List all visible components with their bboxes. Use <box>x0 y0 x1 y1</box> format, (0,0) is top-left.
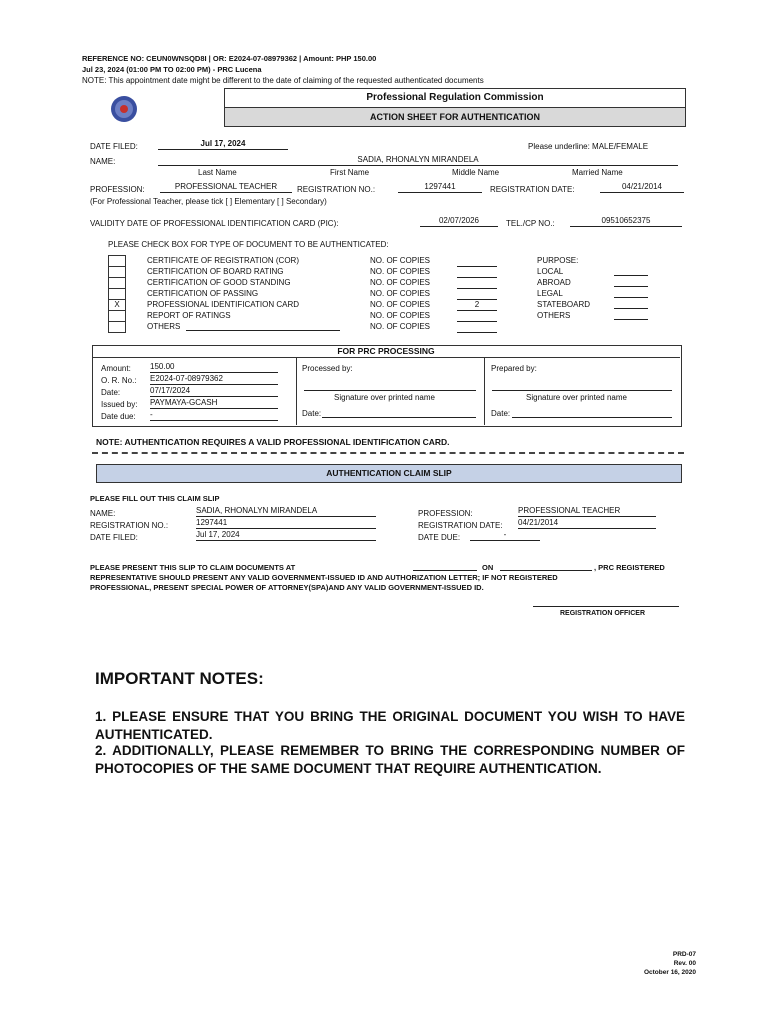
copies-pic[interactable]: 2 <box>457 300 497 311</box>
copies-label: NO. OF COPIES <box>370 256 431 265</box>
claim-present-text: PLEASE PRESENT THIS SLIP TO CLAIM DOCUMENTS AT <box>90 563 296 572</box>
others-blank[interactable] <box>186 330 340 331</box>
claim-reg-no-label: REGISTRATION NO.: <box>90 521 169 530</box>
purpose-label: PURPOSE: <box>537 256 579 265</box>
purpose-stateboard-blank[interactable] <box>614 308 648 309</box>
name-part-middle: Middle Name <box>452 168 500 177</box>
purpose-legal-blank[interactable] <box>614 297 648 298</box>
pic-requirement-note: NOTE: AUTHENTICATION REQUIRES A VALID PROFESSIONAL IDENTIFICATION CARD. <box>96 437 450 447</box>
prepared-signature-line[interactable] <box>492 390 672 391</box>
claim-profession-label: PROFESSION: <box>418 509 473 518</box>
reg-no-value: 1297441 <box>398 182 482 193</box>
or-no-value: E2024-07-08979362 <box>150 374 278 385</box>
prepared-date-label: Date: <box>491 409 511 418</box>
claim-instruction: PLEASE FILL OUT THIS CLAIM SLIP <box>90 494 220 503</box>
copies-board-rating[interactable] <box>457 267 497 278</box>
doc-good-standing: CERTIFICATION OF GOOD STANDING <box>147 278 291 287</box>
name-label: NAME: <box>90 157 116 166</box>
purpose-stateboard: STATEBOARD <box>537 300 591 309</box>
prc-seal-icon <box>106 94 142 124</box>
note-item-2: 2. ADDITIONALLY, PLEASE REMEMBER TO BRING THE CORRESPONDING NUMBER OF PHOTOCOPIES OF THE SAME DOCUMENT THAT REQUIRE AUTHENTICATION. <box>95 743 685 776</box>
tel-label: TEL./CP NO.: <box>506 219 555 228</box>
note-item-1: 1. PLEASE ENSURE THAT YOU BRING THE ORIGINAL DOCUMENT YOU WISH TO HAVE AUTHENTICATED. <box>95 709 685 742</box>
appointment-note: NOTE: This appointment date might be different to the date of claiming of the requested authenticated documents <box>82 76 484 85</box>
claim-reg-no-value: 1297441 <box>196 518 376 529</box>
reference-line: REFERENCE NO: CEUN0WNSQD8I | OR: E2024-07-08979362 | Amount: PHP 150.00 <box>82 54 377 63</box>
issued-by-label: Issued by: <box>101 400 138 409</box>
prepared-date-line[interactable] <box>512 417 672 418</box>
date-filed-value: Jul 17, 2024 <box>158 139 288 150</box>
amount-label: Amount: <box>101 364 131 373</box>
doc-others: OTHERS <box>147 322 181 331</box>
prepared-by-label: Prepared by: <box>491 364 537 373</box>
purpose-abroad: ABROAD <box>537 278 571 287</box>
copies-label: NO. OF COPIES <box>370 289 431 298</box>
copies-good-standing[interactable] <box>457 278 497 289</box>
claim-name-label: NAME: <box>90 509 116 518</box>
doc-passing: CERTIFICATION OF PASSING <box>147 289 259 298</box>
profession-value: PROFESSIONAL TEACHER <box>160 182 292 193</box>
checkbox-pic[interactable]: X <box>108 299 126 311</box>
pic-validity-value: 02/07/2026 <box>420 216 498 227</box>
copies-label: NO. OF COPIES <box>370 300 431 309</box>
processed-date-line[interactable] <box>322 417 476 418</box>
claim-due-label: DATE DUE: <box>418 533 461 542</box>
processed-signature-caption: Signature over printed name <box>334 393 435 402</box>
copies-label: NO. OF COPIES <box>370 267 431 276</box>
copies-report-ratings[interactable] <box>457 311 497 322</box>
copies-others[interactable] <box>457 322 497 333</box>
claim-date-filed-label: DATE FILED: <box>90 533 138 542</box>
reg-no-label: REGISTRATION NO.: <box>297 185 376 194</box>
claim-location-blank[interactable] <box>413 570 477 571</box>
tel-value: 09510652375 <box>570 216 682 227</box>
name-part-last: Last Name <box>198 168 237 177</box>
important-notes-title: IMPORTANT NOTES: <box>95 669 264 688</box>
org-title: Professional Regulation Commission <box>224 88 686 108</box>
sheet-title: ACTION SHEET FOR AUTHENTICATION <box>224 107 686 127</box>
purpose-legal: LEGAL <box>537 289 563 298</box>
processed-by-label: Processed by: <box>302 364 353 373</box>
claim-profession-value: PROFESSIONAL TEACHER <box>518 506 656 517</box>
issued-by-value: PAYMAYA-GCASH <box>150 398 278 409</box>
pic-validity-label: VALIDITY DATE OF PROFESSIONAL IDENTIFICATION CARD (PIC): <box>90 219 339 228</box>
checkbox-others[interactable] <box>108 321 126 333</box>
copies-label: NO. OF COPIES <box>370 278 431 287</box>
checklist-instruction: PLEASE CHECK BOX FOR TYPE OF DOCUMENT TO BE AUTHENTICATED: <box>108 240 389 249</box>
appointment-schedule: Jul 23, 2024 (01:00 PM TO 02:00 PM) - PRC Lucena <box>82 65 262 74</box>
processing-divider <box>92 357 680 358</box>
claim-slip-title: AUTHENTICATION CLAIM SLIP <box>96 464 682 483</box>
processed-date-label: Date: <box>302 409 322 418</box>
copies-label: NO. OF COPIES <box>370 311 431 320</box>
teacher-level-note: (For Professional Teacher, please tick [ ] Elementary [ ] Secondary) <box>90 197 327 206</box>
processed-signature-line[interactable] <box>304 390 476 391</box>
purpose-abroad-blank[interactable] <box>614 286 648 287</box>
reg-date-value: 04/21/2014 <box>600 182 684 193</box>
or-no-label: O. R. No.: <box>101 376 137 385</box>
gender-instruction: Please underline: MALE/FEMALE <box>528 142 649 151</box>
officer-signature-line[interactable] <box>533 606 679 607</box>
claim-date-blank[interactable] <box>500 570 592 571</box>
name-value: SADIA, RHONALYN MIRANDELA <box>158 155 678 166</box>
claim-spa-text: PROFESSIONAL, PRESENT SPECIAL POWER OF ATTORNEY(SPA)AND ANY VALID GOVERNMENT-ISSUED ID. <box>90 583 484 592</box>
purpose-local: LOCAL <box>537 267 564 276</box>
reg-date-label: REGISTRATION DATE: <box>490 185 575 194</box>
form-revision: Rev. 00 <box>673 960 696 967</box>
doc-cor: CERTIFICATE OF REGISTRATION (COR) <box>147 256 299 265</box>
registration-officer-label: REGISTRATION OFFICER <box>560 610 646 617</box>
claim-date-filed-value: Jul 17, 2024 <box>196 530 376 541</box>
profession-label: PROFESSION: <box>90 185 145 194</box>
form-code: PRD-07 <box>672 951 696 958</box>
claim-on-label: ON <box>482 563 494 572</box>
copies-passing[interactable] <box>457 289 497 300</box>
form-date: October 16, 2020 <box>643 969 696 976</box>
claim-present-text-2: , PRC REGISTERED <box>594 563 665 572</box>
date-filed-label: DATE FILED: <box>90 142 138 151</box>
doc-pic: PROFESSIONAL IDENTIFICATION CARD <box>147 300 300 309</box>
prepared-signature-caption: Signature over printed name <box>526 393 627 402</box>
date-due-label: Date due: <box>101 412 136 421</box>
doc-board-rating: CERTIFICATION OF BOARD RATING <box>147 267 284 276</box>
payment-date-value: 07/17/2024 <box>150 386 278 397</box>
name-part-married: Married Name <box>572 168 623 177</box>
date-due-value: - <box>150 410 278 421</box>
claim-name-value: SADIA, RHONALYN MIRANDELA <box>196 506 376 517</box>
cut-line <box>92 452 684 454</box>
copies-label: NO. OF COPIES <box>370 322 431 331</box>
processing-col-divider <box>296 357 297 425</box>
purpose-local-blank[interactable] <box>614 275 648 276</box>
name-part-first: First Name <box>330 168 370 177</box>
processing-col-divider <box>484 357 485 425</box>
amount-value: 150.00 <box>150 362 278 373</box>
claim-representative-text: REPRESENTATIVE SHOULD PRESENT ANY VALID GOVERNMENT-ISSUED ID AND AUTHORIZATION LETTER; IF NOT REGISTERED <box>90 573 558 582</box>
claim-reg-date-value: 04/21/2014 <box>518 518 656 529</box>
claim-due-value: - <box>470 530 540 541</box>
copies-cor[interactable] <box>457 256 497 267</box>
doc-report-ratings: REPORT OF RATINGS <box>147 311 231 320</box>
purpose-others: OTHERS <box>537 311 571 320</box>
purpose-others-blank[interactable] <box>614 319 648 320</box>
claim-reg-date-label: REGISTRATION DATE: <box>418 521 503 530</box>
prc-processing-title: FOR PRC PROCESSING <box>337 346 435 356</box>
payment-date-label: Date: <box>101 388 121 397</box>
